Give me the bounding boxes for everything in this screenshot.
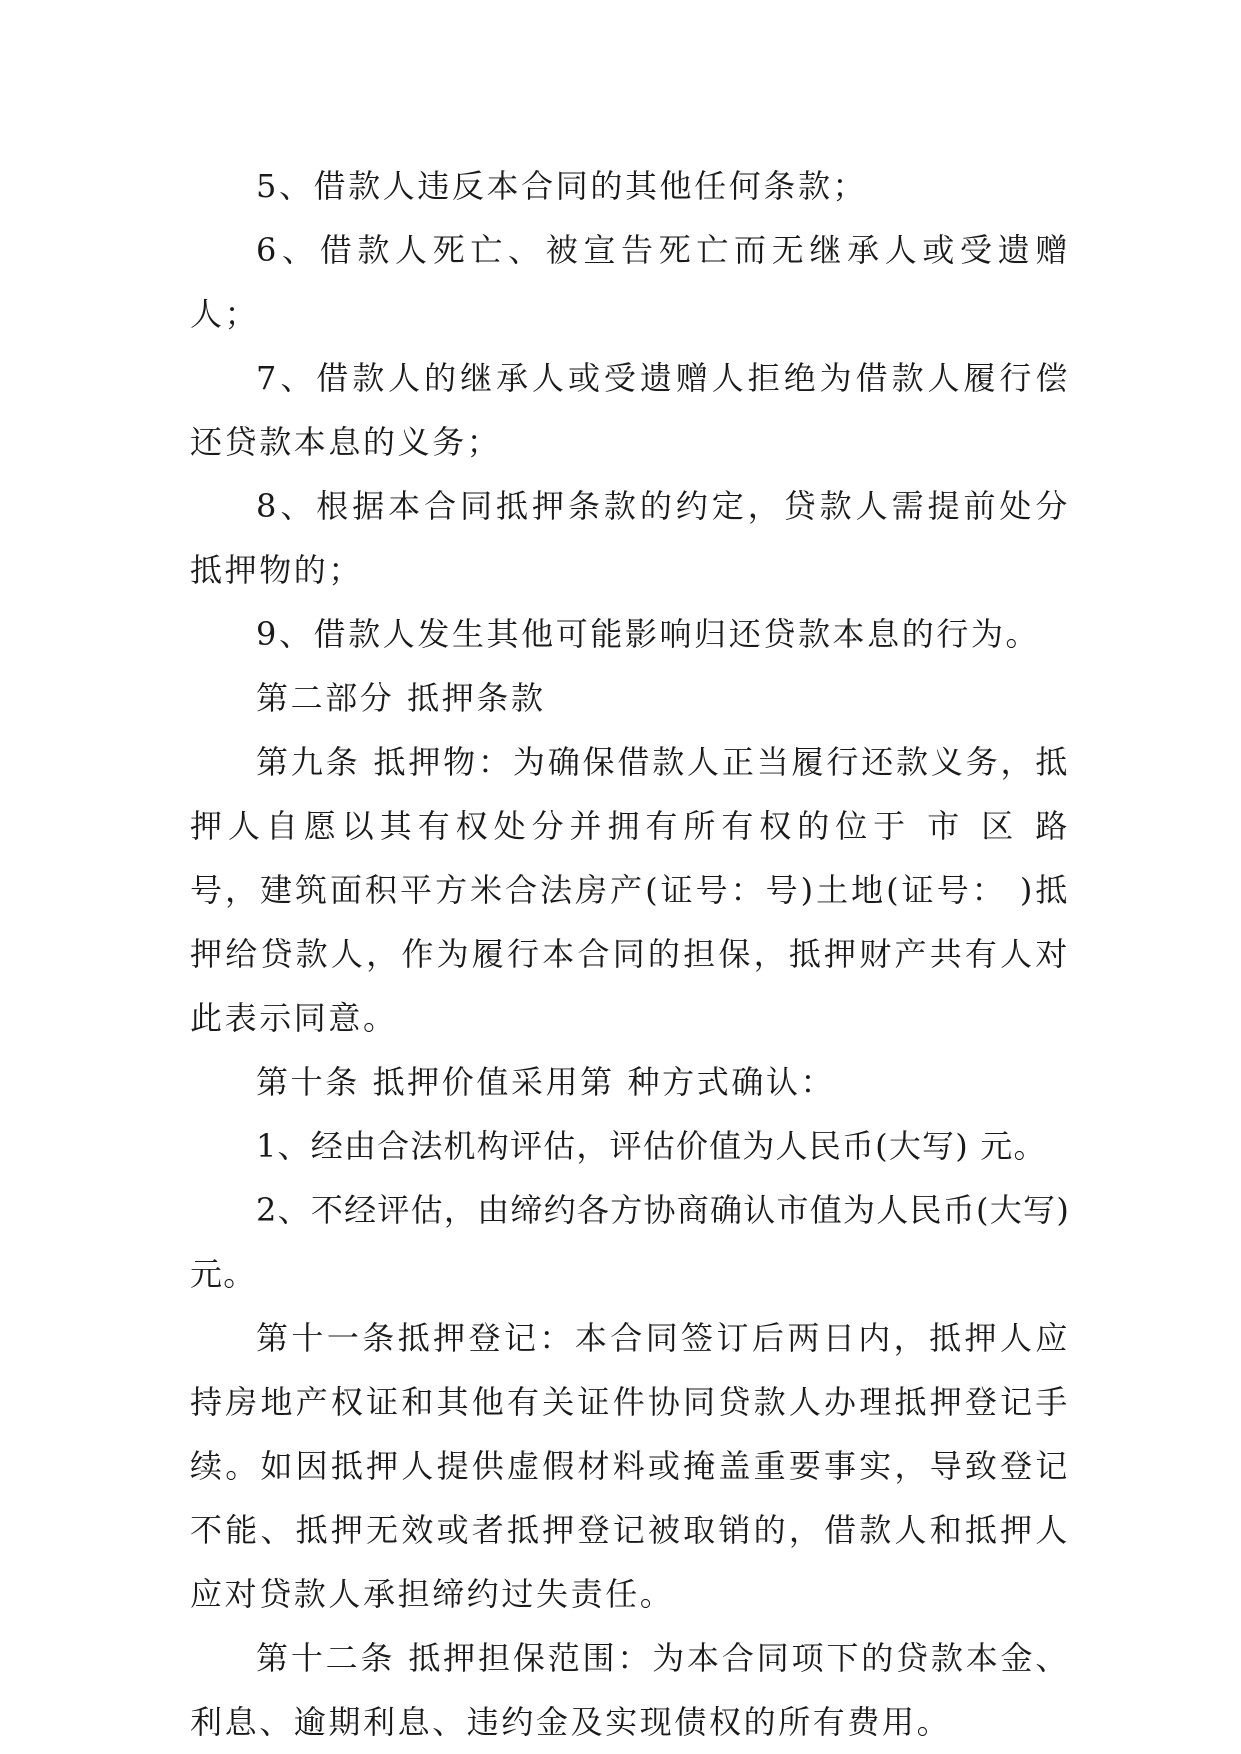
clause-item-5: 5、借款人违反本合同的其他任何条款； [256,167,868,205]
article-9-mortgage-property: 第九条 抵押物：为确保借款人正当履行还款义务，抵押人自愿以其有权处分并拥有所有权的位于 市 区 路 号，建筑面积平方米合法房产(证号：号)土地(证号： )抵押给贷款人，作为履行本合同的担保，抵押财产共有人对此表示同意。 [190,743,1070,1037]
valuation-option-2: 2、不经评估，由缔约各方协商确认市值为人民币(大写) 元。 [190,1191,1070,1293]
clause-item-8: 8、根据本合同抵押条款的约定，贷款人需提前处分抵押物的； [190,487,1070,589]
article-12-guarantee-scope: 第十二条 抵押担保范围：为本合同项下的贷款本金、利息、逾期利息、违约金及实现债权的所有费用。 [190,1639,1070,1741]
clause-item-9: 9、借款人发生其他可能影响归还贷款本息的行为。 [256,615,1041,653]
valuation-option-1: 1、经由合法机构评估，评估价值为人民币(大写) 元。 [256,1127,1047,1165]
article-10-valuation: 第十条 抵押价值采用第 种方式确认： [256,1063,836,1101]
section-heading: 第二部分 抵押条款 [256,679,546,717]
clause-item-6: 6、借款人死亡、被宣告死亡而无继承人或受遗赠人； [190,231,1070,333]
article-11-registration: 第十一条抵押登记：本合同签订后两日内，抵押人应持房地产权证和其他有关证件协同贷款人办理抵押登记手续。如因抵押人提供虚假材料或掩盖重要事实，导致登记不能、抵押无效或者抵押登记被取销的，借款人和抵押人应对贷款人承担缔约过失责任。 [190,1319,1070,1613]
document-body [190,154,1070,1754]
clause-item-7: 7、借款人的继承人或受遗赠人拒绝为借款人履行偿还贷款本息的义务； [190,359,1070,461]
